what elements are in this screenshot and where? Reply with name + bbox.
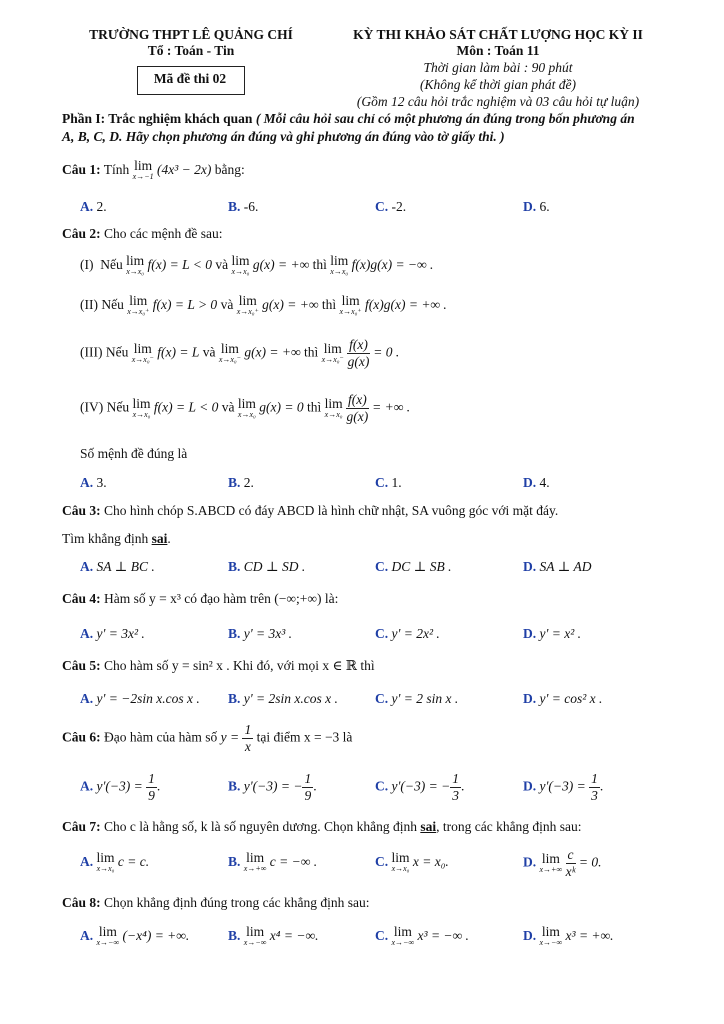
q2-option-d: D. 4.: [523, 475, 550, 490]
part1-instruction: ( Mỗi câu hỏi sau chỉ có một phương án đúng trong bốn phương án: [255, 111, 635, 126]
question-1: [62, 160, 245, 182]
q6-option-c: C. y'(−3) = − $\frac{1}{3}$ .: [375, 771, 465, 803]
q4-option-d: D. y' = x² .: [523, 626, 582, 641]
q7-option-b: B. lim x→+∞ c = −∞ .: [228, 850, 318, 873]
q2-statement-2: (II) Nếu lim x→x₀⁺ f(x) = L > 0 và lim x→x₀⁺ g(x) = +∞ thì lim x→x₀⁺ f(x)g(x) = +∞ .: [80, 293, 447, 316]
exam-time: Thời gian làm bài : 90 phút: [423, 60, 573, 75]
q1-option-a: A. 2.: [80, 199, 107, 214]
question-6: Câu 6: Đạo hàm của hàm số y = $\frac{1}{x}$ tại điểm x = −3 là: [62, 722, 353, 754]
exam-title: KỲ THI KHẢO SÁT CHẤT LƯỢNG HỌC KỲ II: [353, 27, 643, 42]
q7-option-a: A. lim x→x₀ c = c.: [80, 850, 150, 873]
question-5: Câu 5: Cho hàm số y = sin² x . Khi đó, với mọi x ∈ ℝ thì: [62, 658, 375, 673]
q1-number: Câu 1:: [62, 162, 101, 178]
q8-option-c: C. lim x→−∞ x³ = −∞ .: [375, 924, 469, 947]
question-3: Câu 3: Cho hình chóp S.ABCD có đáy ABCD là hình chữ nhật, SA vuông góc với mặt đáy.: [62, 503, 559, 518]
q4-option-b: B. y' = 3x³ .: [228, 626, 293, 641]
q2-number: Câu 2:: [62, 226, 101, 241]
q5-option-d: D. y' = cos² x .: [523, 691, 603, 706]
q4-option-a: A. y' = 3x² .: [80, 626, 145, 641]
q3-option-c: C. DC ⊥ SB .: [375, 559, 452, 574]
school-name: TRƯỜNG THPT LÊ QUẢNG CHÍ: [89, 27, 293, 42]
q2-statement-4: (IV) Nếu lim x→x₀ f(x) = L < 0 và lim x→x₀ g(x) = 0 thì lim x→x₀ $\frac{f(x)}{g(x)}$ = +∞ .: [80, 392, 411, 424]
composition-note: (Gồm 12 câu hỏi trắc nghiệm và 03 câu hỏi tự luận): [356, 94, 640, 109]
q1-option-c: C. -2.: [375, 199, 407, 214]
q3-option-d: D. SA ⊥ AD: [523, 559, 592, 574]
q6-option-d: D. y'(−3) = $\frac{1}{3}$ .: [523, 771, 604, 803]
department: Tổ : Toán - Tin: [147, 43, 235, 58]
time-note: (Không kể thời gian phát đề): [419, 77, 577, 92]
q1-lim: lim x→−1: [132, 158, 154, 181]
q2-count-prompt: Số mệnh đề đúng là: [80, 446, 188, 461]
q1-expression: (4x³ − 2x): [156, 162, 212, 178]
q1-prefix: Tính: [103, 162, 130, 178]
q2-text: Cho các mệnh đề sau:: [104, 226, 223, 241]
question-2: [62, 226, 222, 242]
q8-option-d: D. lim x→−∞ x³ = +∞.: [523, 924, 614, 947]
q5-option-a: A. y' = −2sin x.cos x .: [80, 691, 200, 706]
q1-option-b: B. -6.: [228, 199, 259, 214]
question-4: Câu 4: Hàm số y = x³ có đạo hàm trên (−∞;+∞) là:: [62, 591, 339, 606]
q5-option-c: C. y' = 2 sin x .: [375, 691, 459, 706]
q7-option-c: C. lim x→x₀ x = x₀.: [375, 850, 449, 873]
q3-option-b: B. CD ⊥ SD .: [228, 559, 306, 574]
q3-prompt: Tìm khẳng định sai.: [62, 531, 171, 546]
q2-option-a: A. 3.: [80, 475, 107, 490]
part1-title: Phần I: Trắc nghiệm khách quan: [62, 111, 253, 126]
q2-option-c: C. 1.: [375, 475, 402, 490]
q6-option-a: A. y'(−3) = $\frac{1}{9}$ .: [80, 771, 161, 803]
q2-statement-1: (I) Nếu lim x→x₀ f(x) = L < 0 và lim x→x₀ g(x) = +∞ thì lim x→x₀ f(x)g(x) = −∞ .: [80, 253, 434, 276]
q1-suffix: bằng:: [214, 162, 245, 178]
exam-code: Mã đề thi 02: [153, 71, 227, 86]
question-7: Câu 7: Cho c là hằng số, k là số nguyên dương. Chọn khẳng định sai, trong các khẳng định sau:: [62, 819, 582, 834]
q8-option-b: B. lim x→−∞ x⁴ = −∞.: [228, 924, 319, 947]
q3-option-a: A. SA ⊥ BC .: [80, 559, 155, 574]
q5-option-b: B. y' = 2sin x.cos x .: [228, 691, 338, 706]
part1-heading: [62, 111, 635, 127]
q2-statement-3: (III) Nếu lim x→x₀⁻ f(x) = L và lim x→x₀⁻ g(x) = +∞ thì lim x→x₀⁻ $\frac{f(x)}{g(x)}$ = 0 .: [80, 337, 400, 369]
q6-option-b: B. y'(−3) = − $\frac{1}{9}$ .: [228, 771, 317, 803]
q8-option-a: A. lim x→−∞ (−x⁴) = +∞.: [80, 924, 190, 947]
q1-option-d: D. 6.: [523, 199, 550, 214]
subject: Môn : Toán 11: [456, 43, 540, 58]
q4-option-c: C. y' = 2x² .: [375, 626, 440, 641]
q7-option-d: D. lim x→+∞ $\frac{c}{\text{xᵏ}}$ = 0.: [523, 847, 602, 879]
part1-instruction-line2: A, B, C, D. Hãy chọn phương án đúng và ghi phương án đúng vào tờ giấy thi. ): [62, 129, 505, 144]
question-8: Câu 8: Chọn khẳng định đúng trong các khẳng định sau:: [62, 895, 370, 910]
q2-option-b: B. 2.: [228, 475, 254, 490]
